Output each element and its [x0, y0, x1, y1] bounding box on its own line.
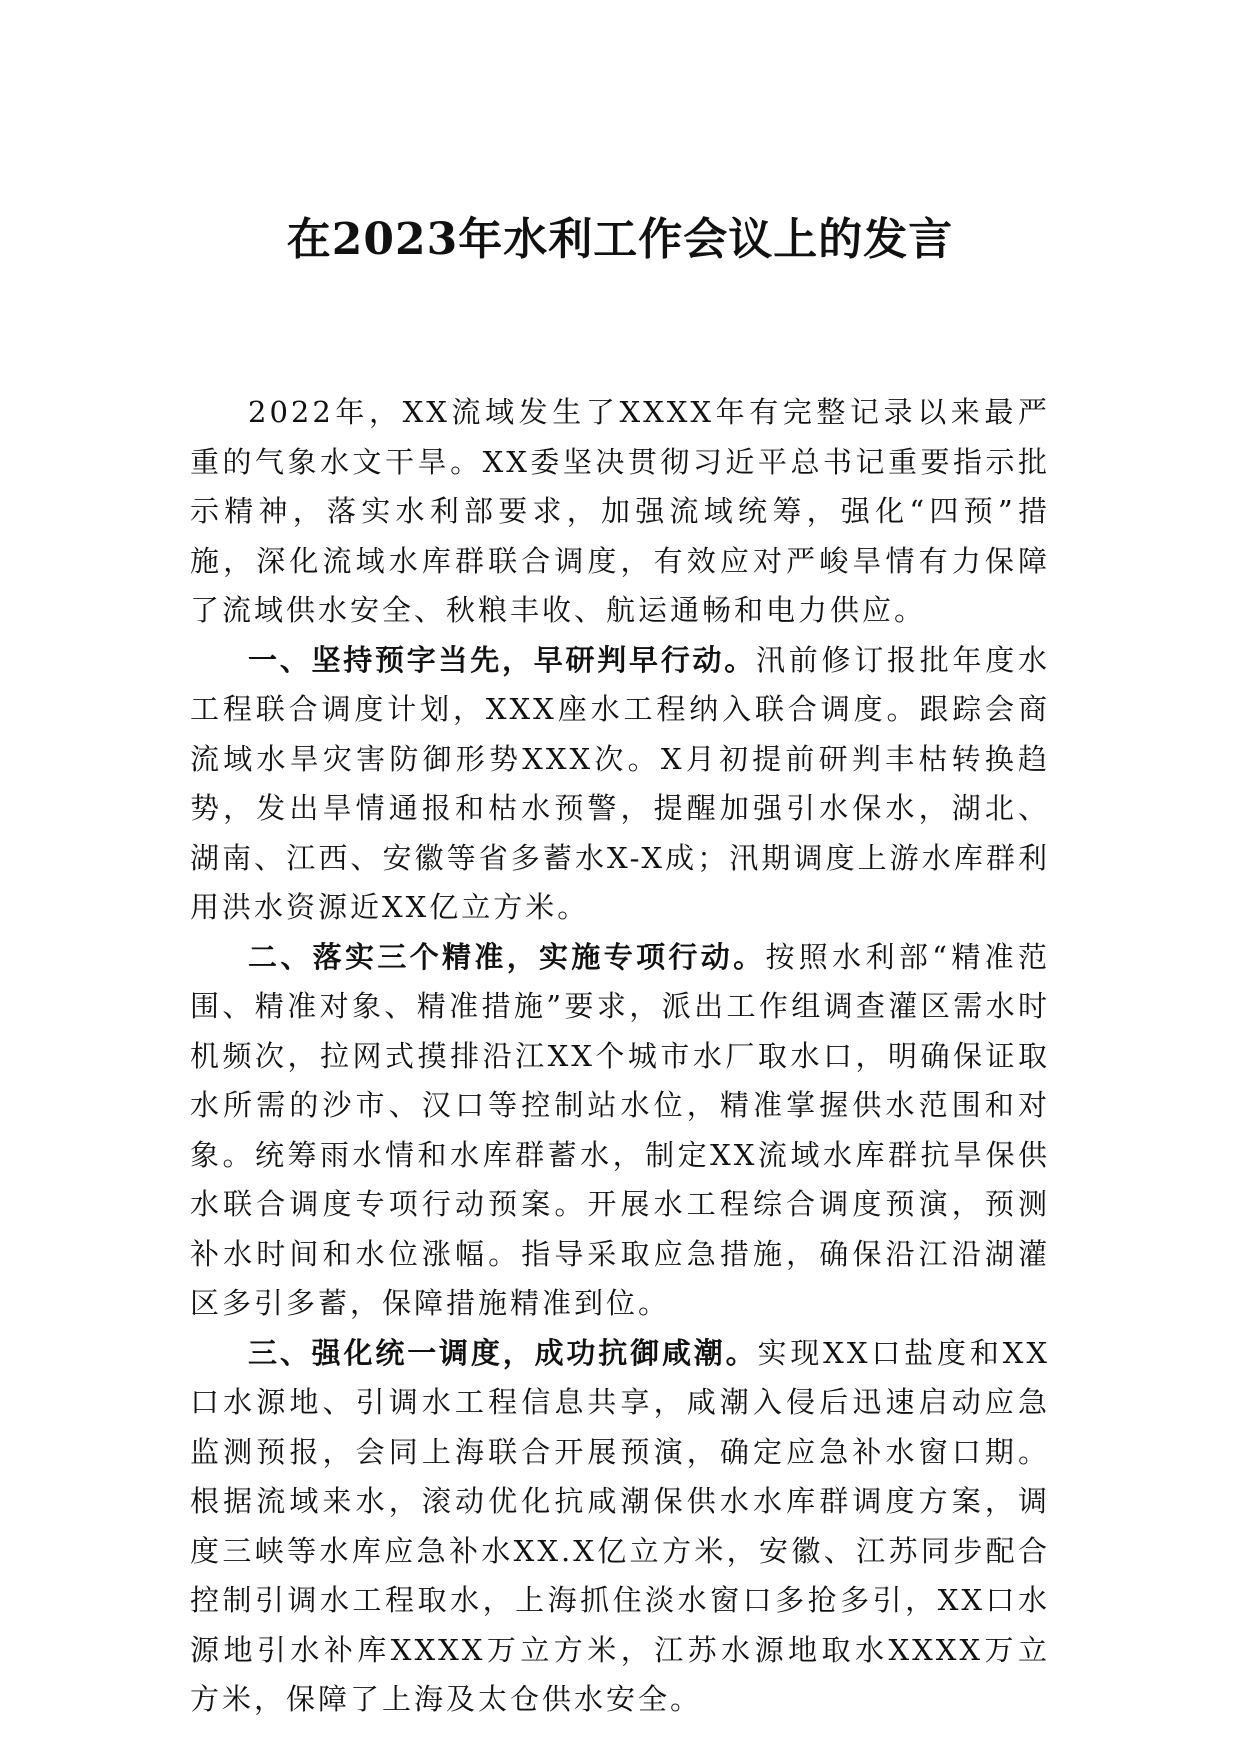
section-text-1: 汛前修订报批年度水工程联合调度计划，XXX座水工程纳入联合调度。跟踪会商流域水旱灾害防御形势XXX次。X月初提前研判丰枯转换趋势，发出旱情通报和枯水预警，提醒加强引水保水，湖北、湖南、江西、安徽等省多蓄水X-X成；汛期调度上游水库群利用洪水资源近XX亿立方米。 [190, 642, 1050, 924]
section-paragraph-2 [190, 933, 1050, 1329]
document-page [190, 200, 1050, 1725]
section-heading-3: 三、强化统一调度，成功抗御咸潮。 [248, 1335, 758, 1370]
section-paragraph-3 [190, 1329, 1050, 1725]
section-paragraph-1 [190, 636, 1050, 933]
section-text-3: 实现XX口盐度和XX口水源地、引调水工程信息共享，咸潮入侵后迅速启动应急监测预报，会同上海联合开展预演，确定应急补水窗口期。根据流域来水，滚动优化抗咸潮保供水水库群调度方案，调度三峡等水库应急补水XX.X亿立方米，安徽、江苏同步配合控制引调水工程取水，上海抓住淡水窗口多抢多引，XX口水源地引水补库XXXX万立方米，江苏水源地取水XXXX万立方米，保障了上海及太仓供水安全。 [190, 1335, 1050, 1716]
section-heading-2: 二、落实三个精准，实施专项行动。 [248, 939, 766, 974]
document-body [190, 388, 1050, 1725]
intro-paragraph: 2022年，XX流域发生了XXXX年有完整记录以来最严重的气象水文干旱。XX委坚决贯彻习近平总书记重要指示批示精神，落实水利部要求，加强流域统筹，强化“四预”措施，深化流域水库群联合调度，有效应对严峻旱情有力保障了流域供水安全、秋粮丰收、航运通畅和电力供应。 [190, 395, 1050, 627]
section-text-2: 按照水利部“精准范围、精准对象、精准措施”要求，派出工作组调查灌区需水时机频次，拉网式摸排沿江XX个城市水厂取水口，明确保证取水所需的沙市、汉口等控制站水位，精准掌握供水范围和对象。统筹雨水情和水库群蓄水，制定XX流域水库群抗旱保供水联合调度专项行动预案。开展水工程综合调度预演，预测补水时间和水位涨幅。指导采取应急措施，确保沿江沿湖灌区多引多蓄，保障措施精准到位。 [190, 939, 1050, 1320]
section-heading-1: 一、坚持预字当先，早研判早行动。 [248, 642, 756, 677]
document-title: 在2023年水利工作会议上的发言 [286, 214, 954, 265]
